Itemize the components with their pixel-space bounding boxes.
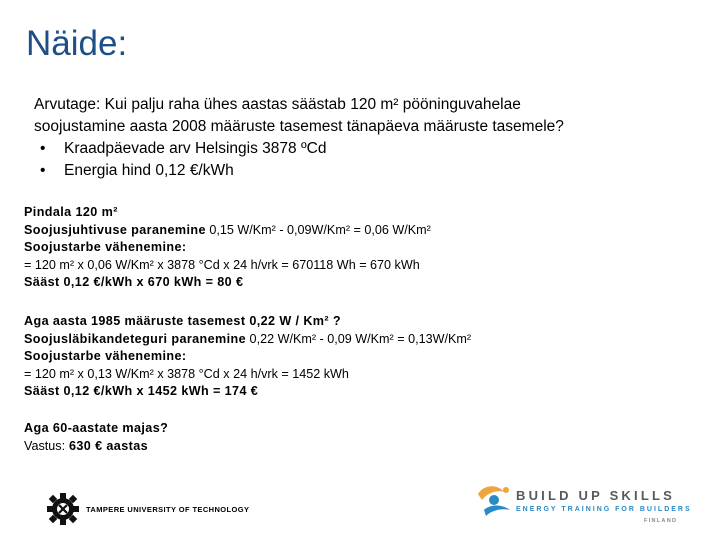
u-value-line: Soojusläbikandeteguri paranemine 0,22 W/Km² - 0,09 W/Km² = 0,13W/Km² bbox=[24, 331, 472, 346]
calc-block-60s bbox=[24, 420, 168, 455]
area-line: Pindala 120 m² bbox=[24, 205, 118, 219]
intro-line-1: Arvutage: Kui palju raha ühes aastas säästab 120 m² pööninguvahelae bbox=[34, 96, 521, 113]
calc-block-2008 bbox=[24, 204, 431, 292]
bus-subtitle: ENERGY TRAINING FOR BUILDERS bbox=[516, 506, 692, 513]
heat-reduction-label: Soojustarbe vähenemine: bbox=[24, 349, 187, 364]
savings-line: Sääst 0,12 €/kWh x 670 kWh = 80 € bbox=[24, 275, 244, 290]
conductivity-line: Soojusjuhtivuse paranemine 0,15 W/Km² - 0,09W/Km² = 0,06 W/Km² bbox=[24, 222, 431, 237]
tut-logo bbox=[46, 492, 249, 526]
tut-gear-logo-icon bbox=[46, 492, 80, 526]
intro-bullets bbox=[34, 138, 564, 182]
bullet-energy-price: • Energia hind 0,12 €/kWh bbox=[34, 160, 564, 182]
build-up-skills-logo bbox=[474, 480, 694, 530]
calc-block-1985 bbox=[24, 313, 471, 401]
heat-reduction-calc: = 120 m² x 0,13 W/Km² x 3878 °Cd x 24 h/vrk = 1452 kWh bbox=[24, 366, 349, 381]
question-60s: Aga 60-aastate majas? bbox=[24, 421, 169, 435]
heat-reduction-label: Soojustarbe vähenemine: bbox=[24, 240, 187, 255]
intro-line-2: soojustamine aasta 2008 määruste tasemest tänapäeva määruste tasemele? bbox=[34, 118, 564, 135]
heat-reduction-calc: = 120 m² x 0,06 W/Km² x 3878 °Cd x 24 h/vrk = 670118 Wh = 670 kWh bbox=[24, 257, 420, 272]
question-1985: Aga aasta 1985 määruste tasemest 0,22 W / Km² ? bbox=[24, 314, 341, 328]
tut-name: TAMPERE UNIVERSITY OF TECHNOLOGY bbox=[86, 504, 250, 514]
slide-title: Näide: bbox=[26, 24, 128, 63]
savings-line: Sääst 0,12 €/kWh x 1452 kWh = 174 € bbox=[24, 384, 259, 399]
answer-line: Vastus: 630 € aastas bbox=[24, 438, 149, 453]
build-up-skills-logo-icon bbox=[474, 480, 518, 520]
bus-title: BUILD UP SKILLS bbox=[516, 488, 675, 503]
bus-country: FINLAND bbox=[644, 518, 678, 524]
bullet-degree-days: • Kraadpäevade arv Helsingis 3878 ºCd bbox=[34, 138, 564, 160]
intro-text bbox=[34, 94, 564, 182]
